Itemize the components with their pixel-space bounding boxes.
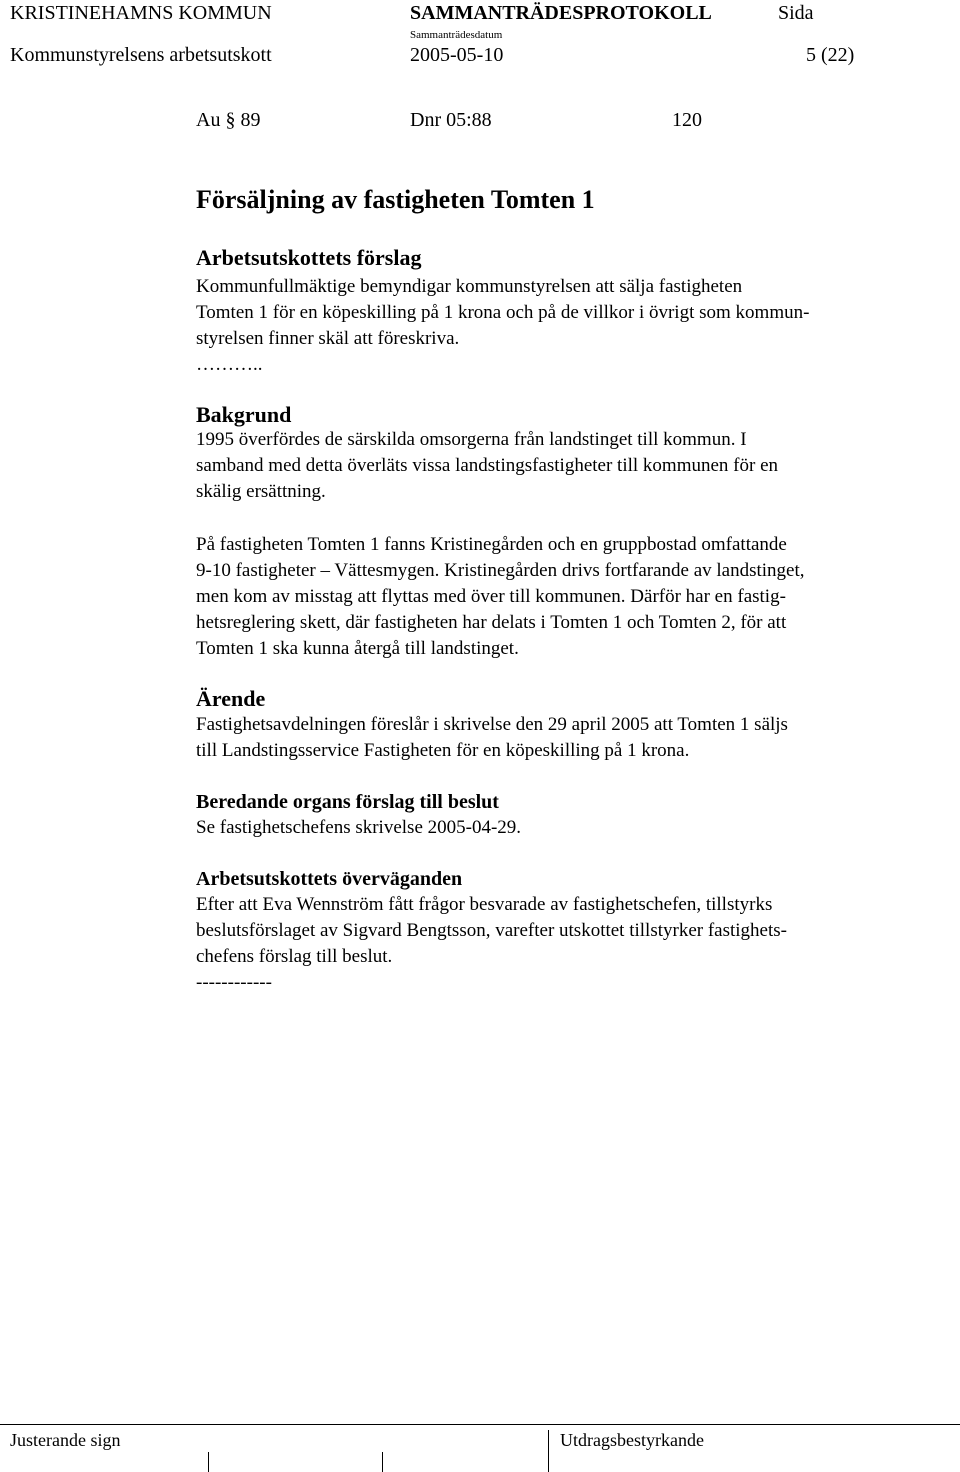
section-heading-bakgrund: Bakgrund [196, 402, 292, 427]
text-line: Fastighetsavdelningen föreslår i skrivelse den 29 april 2005 att Tomten 1 säljs [196, 714, 788, 735]
text-line: till Landstingsservice Fastigheten för en köpeskilling på 1 krona. [196, 740, 690, 761]
footer-rule [0, 1424, 960, 1425]
dash-separator: ------------ [196, 972, 272, 993]
beredande-text: Se fastighetschefens skrivelse 2005-04-29. [196, 817, 522, 838]
text-line: 9-10 fastigheter – Vättesmygen. Kristinegården drivs fortfarande av landstinget, [196, 560, 805, 581]
footer-extract-label: Utdragsbestyrkande [560, 1430, 704, 1450]
section-heading-forslag: Arbetsutskottets förslag [196, 245, 422, 270]
section-heading-overvaganden: Arbetsutskottets överväganden [196, 868, 463, 890]
text-line: Efter att Eva Wennström fått frågor besvarade av fastighetschefen, tillstyrks [196, 894, 773, 915]
overvaganden-text [196, 892, 787, 996]
text-line: 1995 överfördes de särskilda omsorgerna från landstinget till kommun. I [196, 429, 747, 450]
text-line: styrelsen finner skäl att föreskriva. [196, 328, 460, 349]
committee-name: Kommunstyrelsens arbetsutskott [10, 44, 272, 66]
text-line: Kommunfullmäktige bemyndigar kommunstyrelsen att sälja fastigheten [196, 276, 743, 297]
case-number: 120 [672, 109, 702, 131]
page-label: Sida [778, 2, 814, 24]
bakgrund-paragraph-2 [196, 532, 805, 662]
footer-divider [382, 1452, 383, 1472]
bakgrund-paragraph-1 [196, 427, 778, 505]
ellipsis-dots: ……….. [196, 354, 263, 375]
document-type: SAMMANTRÄDESPROTOKOLL [410, 2, 712, 24]
footer-sign-label: Justerande sign [10, 1430, 121, 1450]
meeting-date: 2005-05-10 [410, 44, 504, 66]
text-line: På fastigheten Tomten 1 fanns Kristinegården och en gruppbostad omfattande [196, 534, 787, 555]
section-heading-beredande: Beredande organs förslag till beslut [196, 791, 499, 813]
text-line: Tomten 1 för en köpeskilling på 1 krona och på de villkor i övrigt som kommun- [196, 302, 810, 323]
text-line: skälig ersättning. [196, 481, 326, 502]
section-heading-arende: Ärende [196, 686, 266, 711]
text-line: samband med detta överläts vissa landstingsfastigheter till kommunen för en [196, 455, 779, 476]
text-line: hetsreglering skett, där fastigheten har delats i Tomten 1 och Tomten 2, för att [196, 612, 787, 633]
forslag-text [196, 274, 809, 378]
page-title: Försäljning av fastigheten Tomten 1 [196, 185, 595, 214]
footer-divider [548, 1430, 549, 1472]
page-number: 5 (22) [806, 44, 855, 66]
municipality-name: KRISTINEHAMNS KOMMUN [10, 2, 272, 24]
paragraph-number: Au § 89 [196, 109, 261, 131]
footer-divider [208, 1452, 209, 1472]
text-line: Tomten 1 ska kunna återgå till landstinget. [196, 638, 519, 659]
diary-number: Dnr 05:88 [410, 109, 492, 131]
text-line: chefens förslag till beslut. [196, 946, 393, 967]
text-line: men kom av misstag att flyttas med över till kommunen. Därför har en fastig- [196, 586, 786, 607]
arende-text [196, 712, 788, 764]
meeting-date-label: Sammanträdesdatum [410, 29, 503, 41]
text-line: beslutsförslaget av Sigvard Bengtsson, varefter utskottet tillstyrker fastighets- [196, 920, 787, 941]
